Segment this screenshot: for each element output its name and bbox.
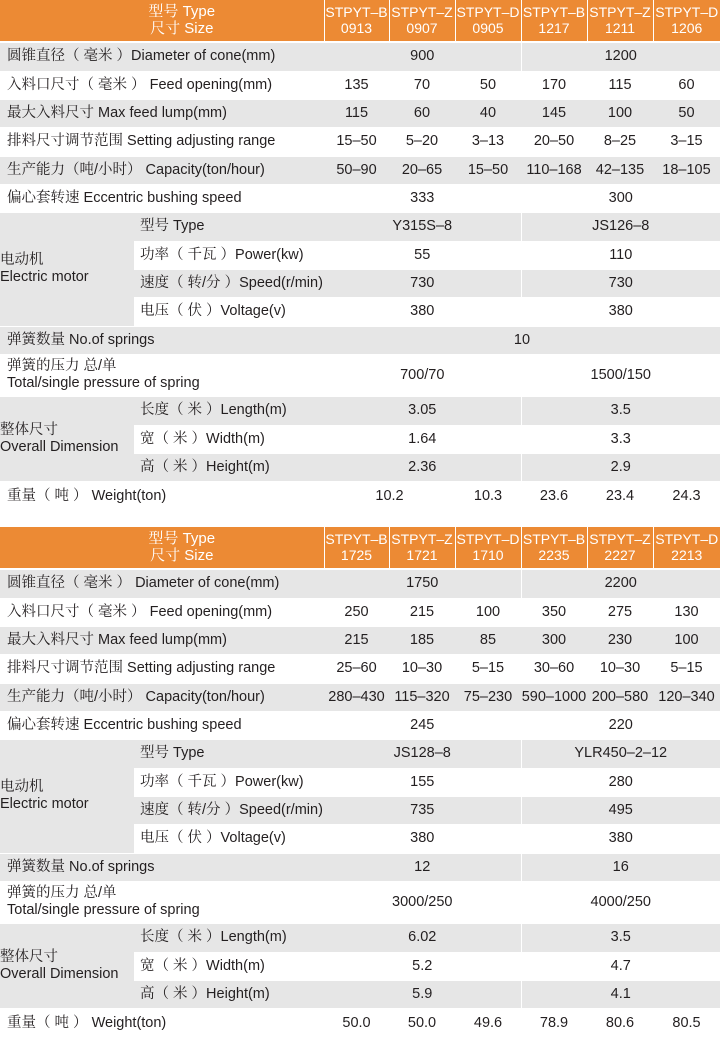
label-en: Total/single pressure of spring <box>7 902 200 918</box>
cell-value: 70 <box>389 71 455 99</box>
model-size: 2235 <box>538 546 570 563</box>
cell-value: 5–15 <box>455 654 521 683</box>
cell-value: 23.4 <box>587 481 653 511</box>
row-label-motor-type: 型号 Type <box>134 739 324 768</box>
cell-value: 3000/250 <box>324 881 521 923</box>
row-label-motor-voltage: 电压（ 伏 ）Voltage(v) <box>134 297 324 326</box>
model-name: STPYT–Z <box>391 4 453 21</box>
row-label-motor-type: 型号 Type <box>134 212 324 241</box>
header-type-label: 型号 Type <box>148 3 216 20</box>
cell-value: 100 <box>653 626 720 654</box>
row-label-max-feed: 最大入料尺寸 Max feed lump(mm) <box>0 626 324 654</box>
header-size-label: 尺寸 Size <box>150 19 214 37</box>
spec-table-2 <box>0 527 720 1039</box>
cell-value: 24.3 <box>653 481 720 511</box>
cell-value: 3.3 <box>521 425 720 453</box>
row-label-feed-opening: 入料口尺寸（ 毫米 ） Feed opening(mm) <box>0 598 324 626</box>
cell-value: 135 <box>324 71 389 99</box>
cell-value: 4000/250 <box>521 881 720 923</box>
table-row <box>0 212 720 241</box>
cell-value: 42–135 <box>587 156 653 184</box>
cell-value: 333 <box>324 184 521 212</box>
row-label-spring-pressure <box>0 354 324 396</box>
label-en: Total/single pressure of spring <box>7 375 200 391</box>
row-label-bushing-speed: 偏心套转速 Eccentric bushing speed <box>0 184 324 212</box>
table-row <box>0 739 720 768</box>
cell-value: 900 <box>324 42 521 71</box>
cell-value: 30–60 <box>521 654 587 683</box>
cell-value: 3.5 <box>521 396 720 425</box>
cell-value: 50.0 <box>324 1008 389 1038</box>
model-header <box>389 0 455 42</box>
cell-value: 100 <box>455 598 521 626</box>
row-label-setting-range: 排料尺寸调节范围 Setting adjusting range <box>0 127 324 156</box>
cell-value: 5.9 <box>324 980 521 1008</box>
cell-value: 700/70 <box>324 354 521 396</box>
model-size: 1217 <box>538 19 570 36</box>
row-label-bushing-speed: 偏心套转速 Eccentric bushing speed <box>0 711 324 739</box>
row-label-height: 高（ 米 ）Height(m) <box>134 453 324 481</box>
cell-value: 495 <box>521 796 720 824</box>
cell-value: 4.7 <box>521 952 720 980</box>
model-size: 2213 <box>671 546 703 563</box>
cell-value: 15–50 <box>455 156 521 184</box>
header-size-label: 尺寸 Size <box>150 546 214 564</box>
cell-value: 20–65 <box>389 156 455 184</box>
cell-value: 3.05 <box>324 396 521 425</box>
table-row <box>0 1008 720 1038</box>
cell-value: 145 <box>521 99 587 127</box>
model-header <box>389 527 455 569</box>
cell-value: 275 <box>587 598 653 626</box>
model-name: STPYT–B <box>325 4 388 21</box>
cell-value: YLR450–2–12 <box>521 739 720 768</box>
cell-value: 49.6 <box>455 1008 521 1038</box>
row-label-length: 长度（ 米 ）Length(m) <box>134 396 324 425</box>
table-row <box>0 481 720 511</box>
table-row <box>0 396 720 425</box>
spec-table-1 <box>0 0 720 512</box>
cell-value: 50 <box>455 71 521 99</box>
model-size: 1721 <box>406 546 438 563</box>
row-label-diameter: 圆锥直径（ 毫米 ）Diameter of cone(mm) <box>0 42 324 71</box>
table-row <box>0 881 720 923</box>
group-label-cn: 整体尺寸 <box>0 948 58 965</box>
cell-value: 115 <box>587 71 653 99</box>
group-label-en: Electric motor <box>0 796 89 812</box>
cell-value: 170 <box>521 71 587 99</box>
cell-value: 280 <box>521 768 720 796</box>
cell-value: 380 <box>521 297 720 326</box>
row-label-weight: 重量（ 吨 ） Weight(ton) <box>0 481 324 511</box>
model-header <box>324 527 389 569</box>
cell-value: 185 <box>389 626 455 654</box>
cell-value: 155 <box>324 768 521 796</box>
cell-value: 23.6 <box>521 481 587 511</box>
cell-value: 215 <box>324 626 389 654</box>
row-label-diameter: 圆锥直径（ 毫米 ） Diameter of cone(mm) <box>0 569 324 598</box>
cell-value: 5–15 <box>653 654 720 683</box>
cell-value: 50 <box>653 99 720 127</box>
cell-value: 120–340 <box>653 683 720 711</box>
header-type-label: 型号 Type <box>148 530 216 547</box>
table-row <box>0 598 720 626</box>
cell-value: 40 <box>455 99 521 127</box>
model-header <box>521 527 587 569</box>
model-size: 1710 <box>472 546 504 563</box>
cell-value: 18–105 <box>653 156 720 184</box>
row-label-motor-speed: 速度（ 转/分 ）Speed(r/min) <box>134 796 324 824</box>
row-label-capacity: 生产能力（吨/小时） Capacity(ton/hour) <box>0 683 324 711</box>
model-size: 1725 <box>340 546 373 563</box>
model-name: STPYT–B <box>522 531 586 548</box>
cell-value: 2200 <box>521 569 720 598</box>
cell-value: 15–50 <box>324 127 389 156</box>
cell-value: 80.5 <box>653 1008 720 1038</box>
table-row <box>0 127 720 156</box>
model-size: 1206 <box>671 19 703 36</box>
cell-value: 300 <box>521 184 720 212</box>
model-name: STPYT–Z <box>589 4 651 21</box>
cell-value: 20–50 <box>521 127 587 156</box>
cell-value: 8–25 <box>587 127 653 156</box>
cell-value: 5.2 <box>324 952 521 980</box>
cell-value: 10.2 <box>324 481 455 511</box>
group-label-en: Overall Dimension <box>0 438 119 455</box>
dimension-group-label <box>0 396 134 481</box>
cell-value: JS126–8 <box>521 212 720 241</box>
motor-group-label <box>0 739 134 853</box>
cell-value: 735 <box>324 796 521 824</box>
row-label-weight: 重量（ 吨 ） Weight(ton) <box>0 1008 324 1038</box>
model-header <box>455 527 521 569</box>
cell-value: 4.1 <box>521 980 720 1008</box>
model-header <box>455 0 521 42</box>
cell-value: 55 <box>324 241 521 269</box>
model-header <box>521 0 587 42</box>
cell-value: 215 <box>389 598 455 626</box>
cell-value: 300 <box>521 626 587 654</box>
table-row <box>0 654 720 683</box>
cell-value: 6.02 <box>324 923 521 952</box>
group-label-en: Overall Dimension <box>0 965 119 982</box>
row-label-motor-speed: 速度（ 转/分 ）Speed(r/min) <box>134 269 324 297</box>
cell-value: 10–30 <box>587 654 653 683</box>
row-label-springs: 弹簧数量 No.of springs <box>0 853 324 881</box>
model-name: STPYT–D <box>456 4 520 21</box>
cell-value: 350 <box>521 598 587 626</box>
cell-value: 380 <box>324 297 521 326</box>
cell-value: 100 <box>587 99 653 127</box>
cell-value: 730 <box>324 269 521 297</box>
group-label-cn: 电动机 <box>0 779 44 796</box>
table-row <box>0 683 720 711</box>
cell-value: 3–15 <box>653 127 720 156</box>
model-header <box>653 527 720 569</box>
cell-value: 110–168 <box>521 156 587 184</box>
header-label <box>0 0 324 42</box>
cell-value: 245 <box>324 711 521 739</box>
cell-value: 3–13 <box>455 127 521 156</box>
model-size: 1211 <box>604 19 636 36</box>
cell-value: JS128–8 <box>324 739 521 768</box>
table-row <box>0 184 720 212</box>
table-row <box>0 42 720 71</box>
model-size: 2227 <box>604 546 636 563</box>
cell-value: 220 <box>521 711 720 739</box>
cell-value: 115 <box>324 99 389 127</box>
model-name: STPYT–B <box>522 4 586 21</box>
cell-value: 1.64 <box>324 425 521 453</box>
model-size: 0913 <box>340 19 373 36</box>
row-label-width: 宽（ 米 ）Width(m) <box>134 425 324 453</box>
row-label-spring-pressure <box>0 881 324 923</box>
model-name: STPYT–Z <box>391 531 453 548</box>
cell-value: 380 <box>521 824 720 853</box>
cell-value: 730 <box>521 269 720 297</box>
model-name: STPYT–D <box>655 531 719 548</box>
cell-value: 2.36 <box>324 453 521 481</box>
cell-value: 3.5 <box>521 923 720 952</box>
table-row <box>0 923 720 952</box>
table-row <box>0 354 720 396</box>
model-header <box>587 0 653 42</box>
cell-value: 60 <box>389 99 455 127</box>
header-row <box>0 527 720 569</box>
cell-value: 2.9 <box>521 453 720 481</box>
row-label-height: 高（ 米 ）Height(m) <box>134 980 324 1008</box>
row-label-width: 宽（ 米 ）Width(m) <box>134 952 324 980</box>
table-row <box>0 156 720 184</box>
cell-value: 12 <box>324 853 521 881</box>
model-name: STPYT–D <box>655 4 719 21</box>
table-row <box>0 326 720 354</box>
cell-value: 250 <box>324 598 389 626</box>
cell-value: 50.0 <box>389 1008 455 1038</box>
cell-value: 590–1000 <box>521 683 587 711</box>
cell-value: 16 <box>521 853 720 881</box>
header-row <box>0 0 720 42</box>
cell-value: Y315S–8 <box>324 212 521 241</box>
cell-value: 25–60 <box>324 654 389 683</box>
row-label-feed-opening: 入料口尺寸（ 毫米 ） Feed opening(mm) <box>0 71 324 99</box>
row-label-motor-power: 功率（ 千瓦 ）Power(kw) <box>134 241 324 269</box>
model-header <box>324 0 389 42</box>
cell-value: 1500/150 <box>521 354 720 396</box>
group-label-en: Electric motor <box>0 269 89 285</box>
row-label-length: 长度（ 米 ）Length(m) <box>134 923 324 952</box>
table-row <box>0 99 720 127</box>
cell-value: 10.3 <box>455 481 521 511</box>
cell-value: 10 <box>324 326 720 354</box>
cell-value: 75–230 <box>455 683 521 711</box>
cell-value: 1200 <box>521 42 720 71</box>
motor-group-label <box>0 212 134 326</box>
table-row <box>0 71 720 99</box>
cell-value: 80.6 <box>587 1008 653 1038</box>
header-label <box>0 527 324 569</box>
row-label-motor-power: 功率（ 千瓦 ）Power(kw) <box>134 768 324 796</box>
model-name: STPYT–D <box>456 531 520 548</box>
cell-value: 115–320 <box>389 683 455 711</box>
cell-value: 1750 <box>324 569 521 598</box>
dimension-group-label <box>0 923 134 1008</box>
table-row <box>0 626 720 654</box>
row-label-setting-range: 排料尺寸调节范围 Setting adjusting range <box>0 654 324 683</box>
table-row <box>0 853 720 881</box>
cell-value: 50–90 <box>324 156 389 184</box>
row-label-max-feed: 最大入料尺寸 Max feed lump(mm) <box>0 99 324 127</box>
group-label-cn: 电动机 <box>0 252 44 269</box>
cell-value: 5–20 <box>389 127 455 156</box>
row-label-springs: 弹簧数量 No.of springs <box>0 326 324 354</box>
cell-value: 280–430 <box>324 683 389 711</box>
group-label-cn: 整体尺寸 <box>0 421 58 438</box>
model-name: STPYT–Z <box>589 531 651 548</box>
row-label-motor-voltage: 电压（ 伏 ）Voltage(v) <box>134 824 324 853</box>
cell-value: 110 <box>521 241 720 269</box>
model-name: STPYT–B <box>325 531 388 548</box>
cell-value: 380 <box>324 824 521 853</box>
cell-value: 85 <box>455 626 521 654</box>
table-row <box>0 711 720 739</box>
label-cn: 弹簧的压力 总/单 <box>7 885 117 902</box>
model-header <box>587 527 653 569</box>
cell-value: 230 <box>587 626 653 654</box>
cell-value: 10–30 <box>389 654 455 683</box>
model-size: 0905 <box>472 19 504 36</box>
label-cn: 弹簧的压力 总/单 <box>7 358 117 375</box>
cell-value: 200–580 <box>587 683 653 711</box>
model-size: 0907 <box>406 19 438 36</box>
row-label-capacity: 生产能力（吨/小时） Capacity(ton/hour) <box>0 156 324 184</box>
table-row <box>0 569 720 598</box>
cell-value: 78.9 <box>521 1008 587 1038</box>
cell-value: 130 <box>653 598 720 626</box>
cell-value: 60 <box>653 71 720 99</box>
model-header <box>653 0 720 42</box>
